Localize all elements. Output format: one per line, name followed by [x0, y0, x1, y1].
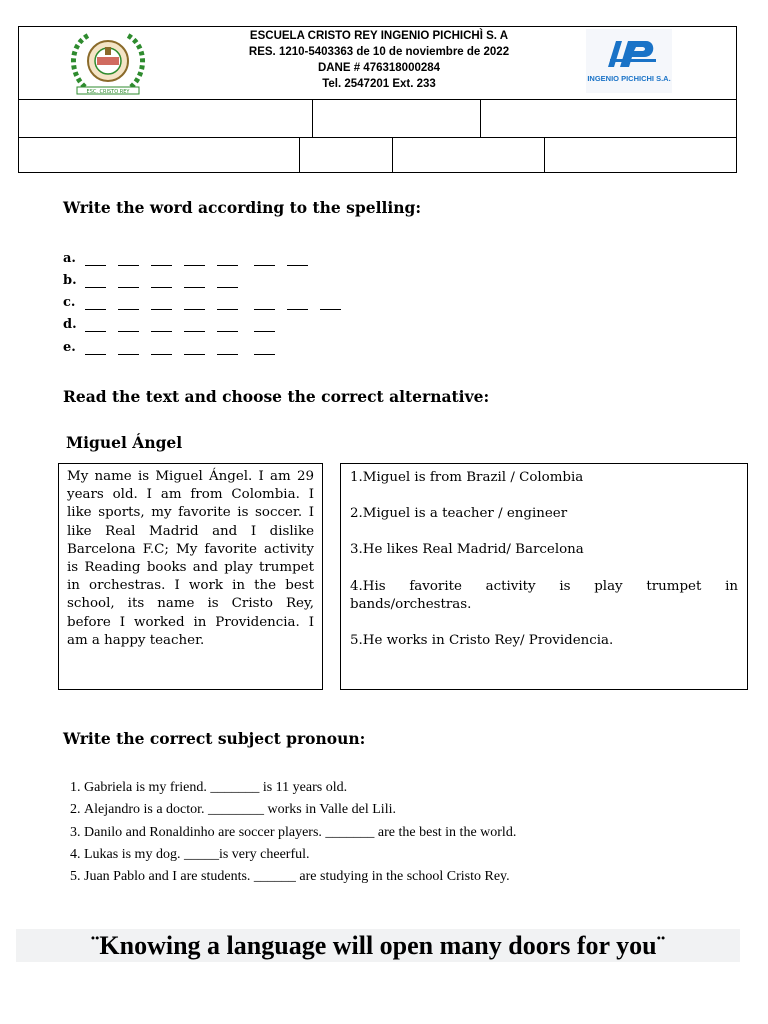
spelling-item-label: d.: [63, 317, 77, 332]
letter-blank: [118, 297, 139, 310]
letter-blank: [254, 297, 275, 310]
pronoun-list: [62, 777, 516, 888]
letter-blank: [118, 275, 139, 288]
reading-heading: Read the text and choose the correct alternative:: [63, 387, 490, 406]
pronoun-item: 4. Lukas is my dog. _____is very cheerful.: [84, 844, 516, 866]
letter-blank: [85, 319, 106, 332]
letter-blank: [184, 253, 205, 266]
story-box: [58, 463, 323, 690]
spelling-item: [63, 248, 320, 266]
letter-blank: [151, 342, 172, 355]
letter-blank: [85, 253, 106, 266]
letter-blank: [254, 253, 275, 266]
question-item: 5.He works in Cristo Rey/ Providencia.: [350, 633, 614, 649]
letter-blank: [151, 275, 172, 288]
letter-blank: [320, 297, 341, 310]
letter-blank: [184, 319, 205, 332]
spelling-item-label: e.: [63, 340, 76, 355]
spelling-item: [63, 314, 287, 332]
letter-blank: [254, 319, 275, 332]
pronoun-heading: Write the correct subject pronoun:: [63, 729, 366, 748]
letter-blank: [118, 319, 139, 332]
letter-blank: [287, 297, 308, 310]
school-phone: Tel. 2547201 Ext. 233: [322, 78, 436, 90]
spelling-item-label: b.: [63, 273, 77, 288]
letter-blank: [184, 297, 205, 310]
question-item: 3.He likes Real Madrid/ Barcelona: [350, 542, 584, 558]
school-info: [179, 27, 579, 92]
svg-text:INGENIO PICHICHI S.A.: INGENIO PICHICHI S.A.: [587, 74, 671, 83]
school-name: ESCUELA CRISTO REY INGENIO PICHICHÌ S. A: [249, 30, 509, 42]
spelling-item-label: a.: [63, 251, 76, 266]
pronoun-item: 3. Danilo and Ronaldinho are soccer players. _______ are the best in the world.: [84, 822, 516, 844]
school-logo: [63, 27, 153, 99]
questions-box: [340, 463, 748, 690]
letter-blank: [217, 297, 238, 310]
letter-blank: [184, 275, 205, 288]
pronoun-item: 1. Gabriela is my friend. _______ is 11 years old.: [84, 777, 516, 799]
letter-blank: [118, 342, 139, 355]
ingenio-pichichi-logo-icon: [586, 29, 672, 93]
letter-blank: [217, 319, 238, 332]
spelling-item: [63, 270, 250, 288]
letter-blank: [217, 342, 238, 355]
letter-blank: [217, 253, 238, 266]
svg-text:ESC. CRISTO REY: ESC. CRISTO REY: [86, 89, 130, 95]
letter-blank: [151, 319, 172, 332]
closing-quote: ¨Knowing a language will open many doors for you¨: [16, 929, 740, 962]
spelling-item: [63, 337, 287, 355]
letter-blank: [118, 253, 139, 266]
header-table: [18, 26, 737, 173]
story-text: My name is Miguel Ángel. I am 29 years old. I am from Colombia. I like sports, my favorite is soccer. I like Real Madrid and I dislike Barcelona F.C; My favorite activity is Reading books and play trumpet in orchestras. I work in the best school, its name is Cristo Rey, before I worked in Providencia. I am a happy teacher.: [67, 469, 314, 648]
question-item: 1.Miguel is from Brazil / Colombia: [350, 470, 584, 485]
letter-blank: [217, 275, 238, 288]
company-logo: [586, 29, 672, 93]
spelling-item-label: c.: [63, 295, 76, 310]
question-item: 2.Miguel is a teacher / engineer: [350, 506, 568, 522]
letter-blank: [254, 342, 275, 355]
letter-blank: [151, 253, 172, 266]
letter-blank: [85, 342, 106, 355]
letter-blank: [85, 297, 106, 310]
question-item: 4.His favorite activity is play trumpet in bands/orchestras.: [350, 578, 738, 612]
pronoun-item: 5. Juan Pablo and I are students. ______ are studying in the school Cristo Rey.: [84, 866, 516, 888]
letter-blank: [151, 297, 172, 310]
school-resolution: RES. 1210-5403363 de 10 de noviembre de 2022: [248, 46, 510, 58]
letter-blank: [85, 275, 106, 288]
school-dane: DANE # 476318000284: [317, 62, 441, 74]
letter-blank: [184, 342, 205, 355]
spelling-heading: Write the word according to the spelling:: [63, 198, 422, 217]
story-title: Miguel Ángel: [66, 433, 183, 452]
spelling-item: [63, 292, 353, 310]
letter-blank: [287, 253, 308, 266]
pronoun-item: 2. Alejandro is a doctor. ________ works in Valle del Lili.: [84, 799, 516, 821]
